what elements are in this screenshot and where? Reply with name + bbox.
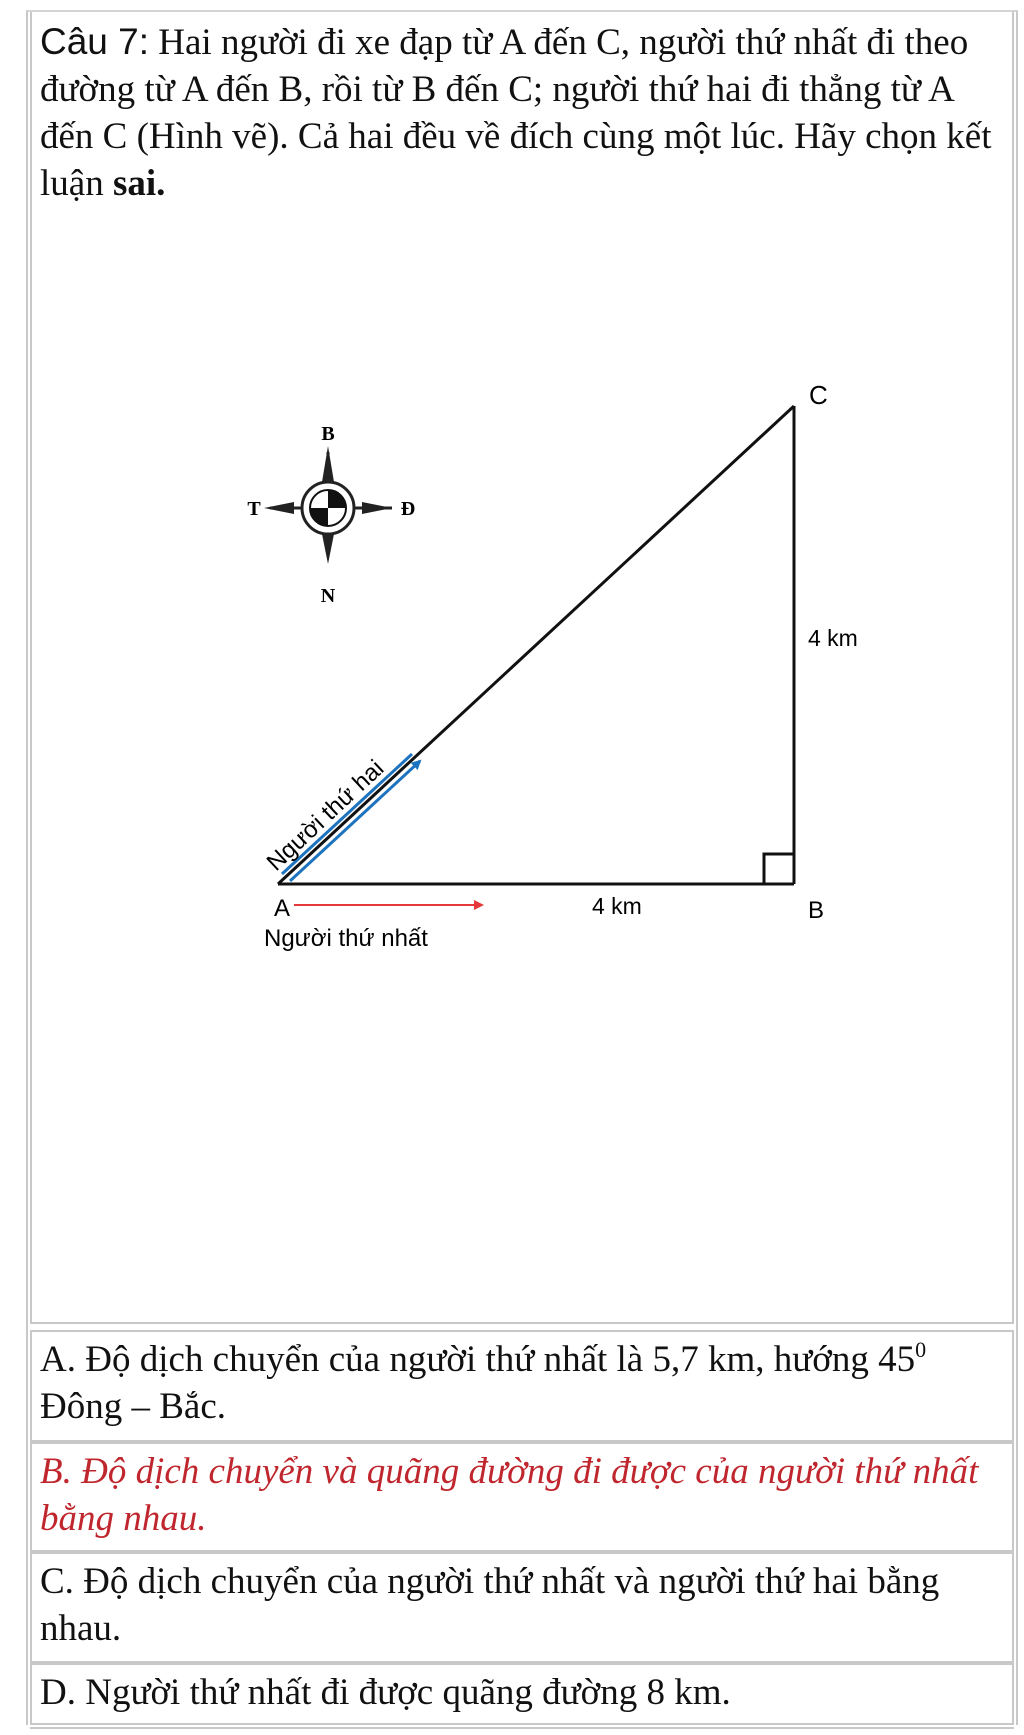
compass-east-label: Đ	[400, 498, 416, 520]
option-a-direction: Đông – Bắc.	[40, 1386, 226, 1427]
option-a-text: A. Độ dịch chuyển của người thứ nhất là 5,7 km, hướng 45	[40, 1339, 916, 1380]
compass-south-needle	[322, 534, 334, 564]
option-d-text: D. Người thứ nhất đi được quãng đường 8 km.	[40, 1672, 731, 1713]
compass	[247, 423, 415, 607]
compass-west-label: T	[247, 498, 261, 520]
option-b-text: B. Độ dịch chuyển và quãng đường đi được của người thứ nhất bằng nhau.	[40, 1451, 979, 1539]
first-person-label: Người thứ nhất	[264, 925, 428, 952]
side-ab-label: 4 km	[592, 893, 642, 919]
second-person-label: Người thứ hai	[261, 754, 390, 877]
compass-east-needle	[362, 502, 392, 514]
point-c-label: C	[809, 380, 828, 410]
right-angle-marker	[764, 854, 794, 884]
question-cell	[30, 12, 1014, 1324]
bottom-rule	[30, 1727, 1014, 1729]
point-b-label: B	[808, 897, 825, 924]
option-a-degree: 0	[915, 1337, 927, 1362]
side-bc-label: 4 km	[808, 625, 858, 651]
compass-west-needle	[264, 502, 294, 514]
triangle-figure	[32, 12, 1012, 1322]
option-a[interactable]	[30, 1330, 1014, 1442]
question-label: Câu 7:	[40, 21, 150, 62]
option-c-text: C. Độ dịch chuyển của người thứ nhất và người thứ hai bằng nhau.	[40, 1561, 940, 1649]
question-emphasis: sai.	[112, 163, 166, 204]
side-ac	[278, 406, 794, 884]
option-d[interactable]	[30, 1663, 1014, 1725]
question-body: Hai người đi xe đạp từ A đến C, người thứ nhất đi theo đường từ A đến B, rồi từ B đến C; người thứ hai đi thẳng từ A đến C (Hình vẽ). Cả hai đều về đích cùng một lúc. Hãy chọn kết luận	[40, 22, 992, 204]
option-b[interactable]	[30, 1442, 1014, 1552]
point-a-label: A	[273, 895, 291, 922]
triangle	[278, 406, 794, 884]
compass-north-label: B	[321, 423, 335, 445]
compass-south-label: N	[320, 585, 336, 607]
compass-north-needle	[322, 446, 334, 482]
option-c[interactable]	[30, 1552, 1014, 1663]
